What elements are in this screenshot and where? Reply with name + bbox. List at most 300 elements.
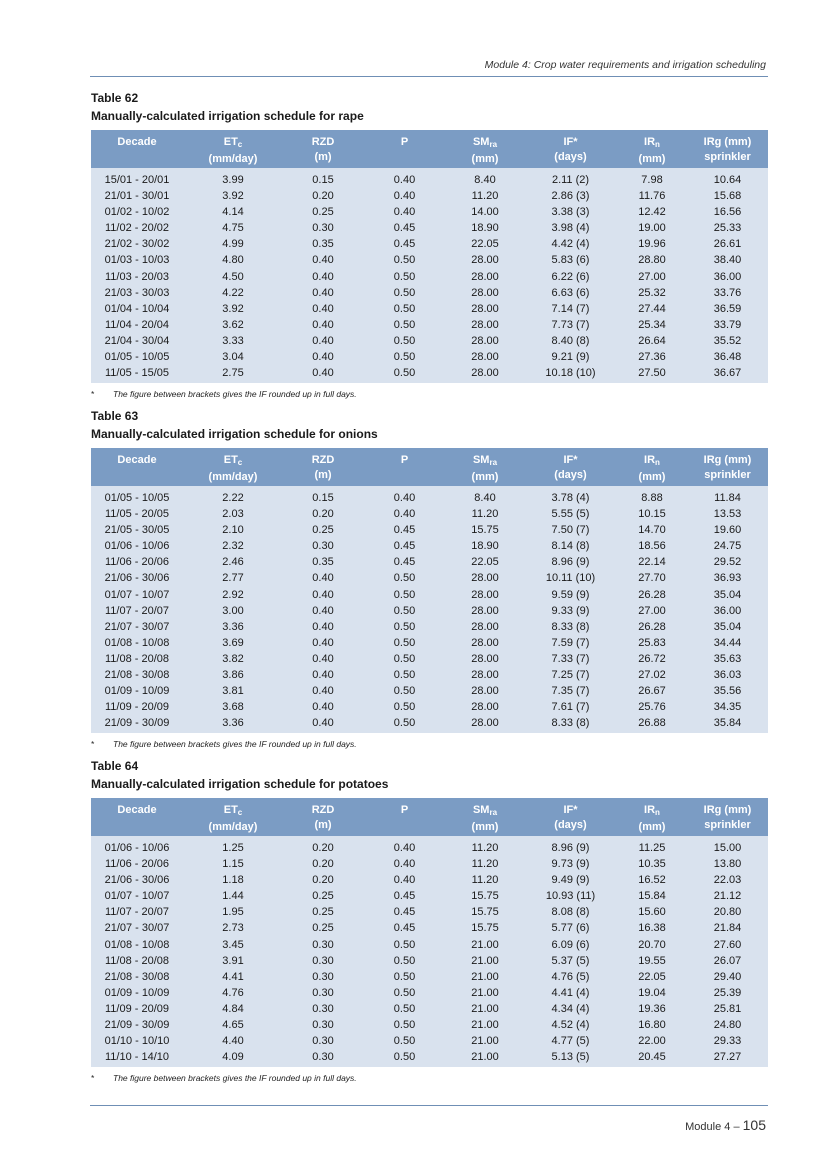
table-cell: 3.99 bbox=[222, 174, 244, 186]
table-cell: 35.63 bbox=[713, 652, 742, 665]
table-row bbox=[91, 667, 768, 683]
table-cell: 7.61 (7) bbox=[551, 701, 590, 714]
column-header-main: IRg (mm) bbox=[703, 454, 752, 466]
table-cell: 4.34 (4) bbox=[551, 1002, 590, 1015]
table-cell: 1.25 bbox=[222, 842, 244, 854]
table-cell: 15.75 bbox=[471, 890, 499, 903]
table-cell: 7.59 (7) bbox=[551, 636, 590, 649]
table-cell: 4.76 (5) bbox=[551, 970, 590, 983]
table-cell: 0.50 bbox=[393, 302, 416, 315]
table-row bbox=[91, 236, 768, 252]
table-cell: 27.00 bbox=[638, 270, 666, 283]
table-row bbox=[91, 953, 768, 969]
table-cell: 28.00 bbox=[471, 620, 499, 633]
table-cell: 11.20 bbox=[471, 874, 499, 887]
table-row bbox=[91, 538, 768, 554]
table-cell: 01/02 - 10/02 bbox=[104, 206, 170, 219]
header-rule bbox=[90, 76, 768, 77]
column-header-subscript: c bbox=[237, 458, 243, 467]
table-cell: 10.93 (11) bbox=[545, 890, 596, 903]
table-cell: 11/07 - 20/07 bbox=[104, 604, 169, 617]
table-row bbox=[91, 619, 768, 635]
table-cell: 0.40 bbox=[312, 604, 334, 617]
table-cell: 7.25 (7) bbox=[551, 669, 590, 682]
footer-rule bbox=[90, 1105, 768, 1106]
table-row bbox=[91, 856, 768, 872]
column-header-unit: (mm) bbox=[471, 821, 499, 833]
table-row bbox=[91, 349, 768, 365]
table-cell: 25.76 bbox=[638, 701, 666, 714]
header-row bbox=[91, 130, 768, 168]
table-cell: 28.00 bbox=[471, 685, 499, 698]
table-cell: 19.04 bbox=[638, 986, 666, 999]
column-header bbox=[363, 448, 446, 486]
table-number: Table 62 bbox=[91, 91, 139, 105]
table-cell: 33.76 bbox=[713, 286, 742, 299]
table-cell: 35.56 bbox=[713, 685, 742, 698]
column-header bbox=[617, 130, 687, 168]
table-cell: 01/05 - 10/05 bbox=[104, 351, 170, 364]
table-cell: 4.99 bbox=[222, 238, 244, 251]
table-cell: 26.64 bbox=[638, 334, 666, 347]
column-header bbox=[91, 448, 183, 486]
table-cell: 4.09 bbox=[222, 1051, 244, 1064]
table-cell: 0.40 bbox=[312, 636, 334, 649]
column-header bbox=[183, 798, 283, 836]
table-cell: 11/03 - 20/03 bbox=[104, 270, 169, 283]
column-header-unit: (mm) bbox=[638, 821, 666, 833]
column-header-subscript: ra bbox=[489, 808, 498, 817]
table-cell: 11/06 - 20/06 bbox=[104, 858, 169, 871]
table-cell: 0.15 bbox=[312, 174, 334, 186]
column-header bbox=[524, 130, 617, 168]
table-cell: 25.81 bbox=[713, 1002, 742, 1015]
column-header bbox=[283, 130, 363, 168]
table-cell: 14.70 bbox=[638, 524, 666, 537]
table-cell: 9.33 (9) bbox=[551, 604, 590, 617]
table-cell: 26.07 bbox=[713, 954, 742, 967]
table-row bbox=[91, 715, 768, 733]
table-cell: 0.40 bbox=[312, 652, 334, 665]
table-cell: 0.50 bbox=[393, 1051, 416, 1064]
table-cell: 20.80 bbox=[713, 906, 742, 919]
table-cell: 27.36 bbox=[638, 351, 666, 364]
table-cell: 3.04 bbox=[222, 351, 244, 364]
page-number: 105 bbox=[742, 1117, 766, 1133]
table-cell: 0.25 bbox=[312, 906, 334, 919]
column-header-unit: (m) bbox=[314, 469, 332, 481]
table-title: Manually-calculated irrigation schedule for rape bbox=[91, 109, 364, 123]
table-row bbox=[91, 333, 768, 349]
table-cell: 21.84 bbox=[713, 922, 742, 935]
table-row bbox=[91, 522, 768, 538]
table-cell: 28.00 bbox=[471, 701, 499, 714]
table-cell: 5.77 (6) bbox=[551, 922, 590, 935]
column-header-unit: (mm) bbox=[471, 153, 499, 165]
table-cell: 0.40 bbox=[393, 858, 416, 871]
table-footnote bbox=[91, 1072, 768, 1085]
table-cell: 1.15 bbox=[222, 858, 244, 871]
table-cell: 11/07 - 20/07 bbox=[104, 906, 169, 919]
table-row bbox=[91, 204, 768, 220]
column-header-unit: (m) bbox=[314, 819, 332, 831]
table-cell: 16.52 bbox=[638, 874, 666, 887]
table-cell: 36.00 bbox=[713, 270, 742, 283]
table-row bbox=[91, 301, 768, 317]
table-cell: 0.30 bbox=[312, 986, 334, 999]
column-header-main: RZD bbox=[311, 804, 335, 816]
table-cell: 0.40 bbox=[312, 669, 334, 682]
table-cell: 0.40 bbox=[312, 717, 334, 730]
column-header-subscript: n bbox=[655, 808, 660, 817]
table-cell: 33.79 bbox=[713, 318, 742, 331]
table-cell: 21.00 bbox=[471, 954, 499, 967]
table-cell: 0.30 bbox=[312, 954, 334, 967]
table-cell: 22.05 bbox=[471, 556, 499, 569]
table-cell: 27.27 bbox=[713, 1051, 742, 1064]
column-header-main: RZD bbox=[311, 136, 335, 148]
table-cell: 19.96 bbox=[638, 238, 666, 251]
table-cell: 10.64 bbox=[713, 174, 742, 186]
table-cell: 0.20 bbox=[312, 842, 334, 854]
table-block-3 bbox=[91, 758, 768, 1085]
table-cell: 1.44 bbox=[222, 890, 244, 903]
table-cell: 0.40 bbox=[312, 367, 334, 380]
column-header-main: IF* bbox=[563, 804, 578, 816]
table-cell: 0.40 bbox=[393, 874, 416, 887]
table-cell: 21/07 - 30/07 bbox=[104, 620, 170, 633]
table-cell: 22.05 bbox=[471, 238, 499, 251]
table-cell: 0.40 bbox=[312, 270, 334, 283]
table-cell: 0.50 bbox=[393, 986, 416, 999]
table-cell: 15.00 bbox=[713, 842, 742, 854]
footnote-marker: * bbox=[91, 389, 95, 400]
table-cell: 36.67 bbox=[713, 367, 742, 380]
table-cell: 15.84 bbox=[638, 890, 666, 903]
table-cell: 21/08 - 30/08 bbox=[104, 669, 170, 682]
table-cell: 0.40 bbox=[312, 620, 334, 633]
table-cell: 2.77 bbox=[222, 572, 244, 585]
table-cell: 3.69 bbox=[222, 636, 244, 649]
table-cell: 27.00 bbox=[638, 604, 666, 617]
table-cell: 7.50 (7) bbox=[551, 524, 590, 537]
table-cell: 0.40 bbox=[393, 508, 416, 521]
table-cell: 16.80 bbox=[638, 1019, 666, 1032]
column-header-main: IRg (mm) bbox=[703, 136, 752, 148]
table-cell: 11.20 bbox=[471, 190, 499, 203]
table-cell: 11/02 - 20/02 bbox=[104, 222, 169, 235]
table-cell: 5.83 (6) bbox=[551, 254, 590, 267]
table-cell: 0.50 bbox=[393, 717, 416, 730]
table-cell: 5.13 (5) bbox=[551, 1051, 590, 1064]
column-header-unit: (mm) bbox=[471, 471, 499, 483]
table-cell: 0.40 bbox=[312, 302, 334, 315]
table-cell: 7.33 (7) bbox=[551, 652, 590, 665]
table-cell: 0.50 bbox=[393, 954, 416, 967]
table-cell: 21.00 bbox=[471, 1002, 499, 1015]
table-cell: 35.52 bbox=[713, 334, 742, 347]
table-cell: 35.04 bbox=[713, 588, 742, 601]
table-cell: 0.50 bbox=[393, 636, 416, 649]
column-header-unit: (mm) bbox=[638, 153, 666, 165]
table-cell: 15.75 bbox=[471, 524, 499, 537]
table-cell: 0.50 bbox=[393, 334, 416, 347]
table-block-2 bbox=[91, 408, 768, 751]
table-cell: 0.30 bbox=[312, 938, 334, 951]
table-row bbox=[91, 188, 768, 204]
column-header-main: Decade bbox=[117, 804, 157, 816]
table-cell: 01/04 - 10/04 bbox=[104, 302, 170, 315]
column-header-subscript: ra bbox=[489, 140, 498, 149]
table-row bbox=[91, 220, 768, 236]
table-cell: 0.50 bbox=[393, 318, 416, 331]
table-cell: 0.50 bbox=[393, 1035, 416, 1048]
table-cell: 4.52 (4) bbox=[551, 1019, 590, 1032]
table-cell: 21/08 - 30/08 bbox=[104, 970, 170, 983]
table-row bbox=[91, 603, 768, 619]
table-cell: 10.35 bbox=[638, 858, 666, 871]
table-cell: 27.60 bbox=[713, 938, 742, 951]
table-cell: 3.33 bbox=[222, 334, 244, 347]
table-cell: 28.00 bbox=[471, 334, 499, 347]
column-header bbox=[446, 130, 524, 168]
column-header bbox=[524, 448, 617, 486]
table-cell: 20.70 bbox=[638, 938, 666, 951]
table-cell: 0.50 bbox=[393, 970, 416, 983]
table-row bbox=[91, 904, 768, 920]
table-cell: 22.03 bbox=[713, 874, 742, 887]
table-cell: 28.00 bbox=[471, 717, 499, 730]
column-header-main: P bbox=[400, 804, 409, 816]
table-row bbox=[91, 635, 768, 651]
table-row bbox=[91, 888, 768, 904]
table-cell: 0.30 bbox=[312, 1051, 334, 1064]
table-cell: 28.00 bbox=[471, 367, 499, 380]
table-cell: 1.18 bbox=[222, 874, 244, 887]
page-footer bbox=[685, 1117, 766, 1133]
table-cell: 0.50 bbox=[393, 1002, 416, 1015]
column-header bbox=[617, 798, 687, 836]
table-cell: 3.36 bbox=[222, 717, 244, 730]
table-cell: 8.14 (8) bbox=[551, 540, 590, 553]
table-cell: 0.45 bbox=[393, 222, 416, 235]
table-cell: 21.12 bbox=[713, 890, 742, 903]
table-cell: 36.48 bbox=[713, 351, 742, 364]
table-cell: 19.00 bbox=[638, 222, 666, 235]
table-cell: 01/09 - 10/09 bbox=[104, 986, 170, 999]
table-cell: 13.53 bbox=[713, 508, 742, 521]
table-cell: 35.84 bbox=[713, 717, 742, 730]
table-footnote bbox=[91, 738, 768, 751]
table-cell: 2.22 bbox=[222, 492, 244, 504]
column-header-subscript: c bbox=[237, 808, 243, 817]
table-cell: 8.40 (8) bbox=[551, 334, 590, 347]
table-cell: 6.22 (6) bbox=[551, 270, 590, 283]
table-cell: 11/10 - 14/10 bbox=[104, 1051, 169, 1064]
table-cell: 0.25 bbox=[312, 524, 334, 537]
table-cell: 2.75 bbox=[222, 367, 244, 380]
table-cell: 35.04 bbox=[713, 620, 742, 633]
column-header-unit: (days) bbox=[554, 819, 587, 831]
table-cell: 0.20 bbox=[312, 874, 334, 887]
irrigation-schedule-table bbox=[91, 130, 768, 383]
table-cell: 11/05 - 15/05 bbox=[104, 367, 169, 380]
table-row bbox=[91, 252, 768, 268]
table-title: Manually-calculated irrigation schedule for potatoes bbox=[91, 777, 389, 791]
column-header-main: IR bbox=[644, 454, 656, 466]
column-header-main: ET bbox=[223, 454, 238, 466]
header-row bbox=[91, 448, 768, 486]
table-cell: 1.95 bbox=[222, 906, 244, 919]
irrigation-schedule-table bbox=[91, 448, 768, 733]
column-header bbox=[183, 448, 283, 486]
column-header bbox=[687, 798, 768, 836]
footnote-marker: * bbox=[91, 739, 95, 750]
table-cell: 36.93 bbox=[713, 572, 742, 585]
table-cell: 11.76 bbox=[638, 190, 666, 203]
table-cell: 28.00 bbox=[471, 636, 499, 649]
table-cell: 10.11 (10) bbox=[545, 572, 596, 585]
table-cell: 0.50 bbox=[393, 620, 416, 633]
table-cell: 0.25 bbox=[312, 206, 334, 219]
table-cell: 2.46 bbox=[222, 556, 244, 569]
table-cell: 10.18 (10) bbox=[545, 367, 596, 380]
table-cell: 8.08 (8) bbox=[551, 906, 590, 919]
column-header-main: SM bbox=[472, 804, 490, 816]
table-cell: 0.40 bbox=[312, 572, 334, 585]
table-cell: 0.35 bbox=[312, 238, 334, 251]
table-cell: 9.49 (9) bbox=[551, 874, 590, 887]
table-cell: 4.40 bbox=[222, 1035, 244, 1048]
table-cell: 16.56 bbox=[713, 206, 742, 219]
table-cell: 0.25 bbox=[312, 922, 334, 935]
column-header bbox=[183, 130, 283, 168]
table-cell: 3.82 bbox=[222, 652, 244, 665]
table-cell: 0.45 bbox=[393, 922, 416, 935]
column-header bbox=[446, 798, 524, 836]
table-cell: 0.40 bbox=[393, 842, 416, 854]
column-header-unit: sprinkler bbox=[704, 151, 751, 163]
table-row bbox=[91, 920, 768, 936]
column-header bbox=[363, 130, 446, 168]
table-cell: 0.50 bbox=[393, 669, 416, 682]
table-cell: 13.80 bbox=[713, 858, 742, 871]
table-cell: 0.40 bbox=[393, 190, 416, 203]
column-header bbox=[363, 798, 446, 836]
table-cell: 4.14 bbox=[222, 206, 244, 219]
table-number: Table 64 bbox=[91, 759, 139, 773]
table-cell: 34.35 bbox=[713, 701, 742, 714]
table-cell: 28.00 bbox=[471, 302, 499, 315]
table-cell: 4.22 bbox=[222, 286, 244, 299]
column-header-unit: (m) bbox=[314, 151, 332, 163]
table-row bbox=[91, 554, 768, 570]
table-cell: 0.50 bbox=[393, 367, 416, 380]
table-cell: 24.80 bbox=[713, 1019, 742, 1032]
table-cell: 3.38 (3) bbox=[551, 206, 590, 219]
table-cell: 0.25 bbox=[312, 890, 334, 903]
column-header bbox=[687, 130, 768, 168]
table-cell: 21.00 bbox=[471, 986, 499, 999]
table-cell: 4.42 (4) bbox=[551, 238, 590, 251]
column-header-subscript: ra bbox=[489, 458, 498, 467]
table-cell: 11.20 bbox=[471, 842, 499, 854]
table-cell: 15.60 bbox=[638, 906, 666, 919]
table-row bbox=[91, 699, 768, 715]
table-cell: 28.80 bbox=[638, 254, 666, 267]
column-header bbox=[617, 448, 687, 486]
table-row bbox=[91, 969, 768, 985]
table-cell: 15/01 - 20/01 bbox=[104, 174, 170, 186]
table-cell: 2.32 bbox=[222, 540, 244, 553]
footnote-text: The figure between brackets gives the IF rounded up in full days. bbox=[113, 1073, 357, 1084]
table-cell: 21/07 - 30/07 bbox=[104, 922, 170, 935]
table-cell: 11/04 - 20/04 bbox=[104, 318, 169, 331]
table-cell: 11/08 - 20/08 bbox=[104, 954, 169, 967]
column-header-main: ET bbox=[223, 136, 238, 148]
column-header-subscript: c bbox=[237, 140, 243, 149]
table-cell: 8.40 bbox=[474, 492, 496, 504]
table-cell: 0.40 bbox=[312, 701, 334, 714]
column-header-unit: sprinkler bbox=[704, 469, 751, 481]
table-cell: 28.00 bbox=[471, 318, 499, 331]
table-cell: 0.45 bbox=[393, 524, 416, 537]
table-cell: 2.11 (2) bbox=[551, 174, 590, 186]
table-cell: 11/09 - 20/09 bbox=[104, 701, 169, 714]
table-cell: 38.40 bbox=[713, 254, 742, 267]
footnote-text: The figure between brackets gives the IF rounded up in full days. bbox=[113, 389, 357, 400]
table-cell: 01/09 - 10/09 bbox=[104, 685, 170, 698]
table-cell: 27.44 bbox=[638, 302, 666, 315]
table-cell: 3.91 bbox=[222, 954, 244, 967]
table-cell: 0.40 bbox=[312, 254, 334, 267]
table-cell: 5.37 (5) bbox=[551, 954, 590, 967]
table-cell: 28.00 bbox=[471, 351, 499, 364]
table-cell: 15.68 bbox=[713, 190, 742, 203]
table-cell: 0.40 bbox=[312, 351, 334, 364]
table-row bbox=[91, 1033, 768, 1049]
table-cell: 28.00 bbox=[471, 572, 499, 585]
table-cell: 22.05 bbox=[638, 970, 666, 983]
table-row bbox=[91, 1049, 768, 1067]
table-cell: 0.45 bbox=[393, 540, 416, 553]
table-cell: 36.59 bbox=[713, 302, 742, 315]
column-header-main: IR bbox=[644, 804, 656, 816]
column-header-subscript: n bbox=[655, 140, 660, 149]
column-header-unit: (mm/day) bbox=[208, 821, 258, 833]
table-cell: 0.30 bbox=[312, 1019, 334, 1032]
table-cell: 0.50 bbox=[393, 572, 416, 585]
table-cell: 8.96 (9) bbox=[551, 842, 590, 854]
table-cell: 36.00 bbox=[713, 604, 742, 617]
table-cell: 28.00 bbox=[471, 286, 499, 299]
table-cell: 4.65 bbox=[222, 1019, 244, 1032]
table-cell: 11/05 - 20/05 bbox=[104, 508, 169, 521]
table-cell: 21.00 bbox=[471, 938, 499, 951]
table-cell: 01/03 - 10/03 bbox=[104, 254, 170, 267]
table-title: Manually-calculated irrigation schedule for onions bbox=[91, 427, 378, 441]
table-cell: 26.61 bbox=[713, 238, 742, 251]
table-cell: 11.25 bbox=[638, 842, 666, 854]
table-cell: 8.33 (8) bbox=[551, 620, 590, 633]
table-cell: 21/04 - 30/04 bbox=[104, 334, 170, 347]
table-cell: 4.41 bbox=[222, 970, 244, 983]
table-cell: 3.92 bbox=[222, 190, 244, 203]
table-cell: 2.10 bbox=[222, 524, 244, 537]
table-cell: 3.62 bbox=[222, 318, 244, 331]
table-cell: 9.59 (9) bbox=[551, 588, 590, 601]
table-cell: 11.20 bbox=[471, 858, 499, 871]
